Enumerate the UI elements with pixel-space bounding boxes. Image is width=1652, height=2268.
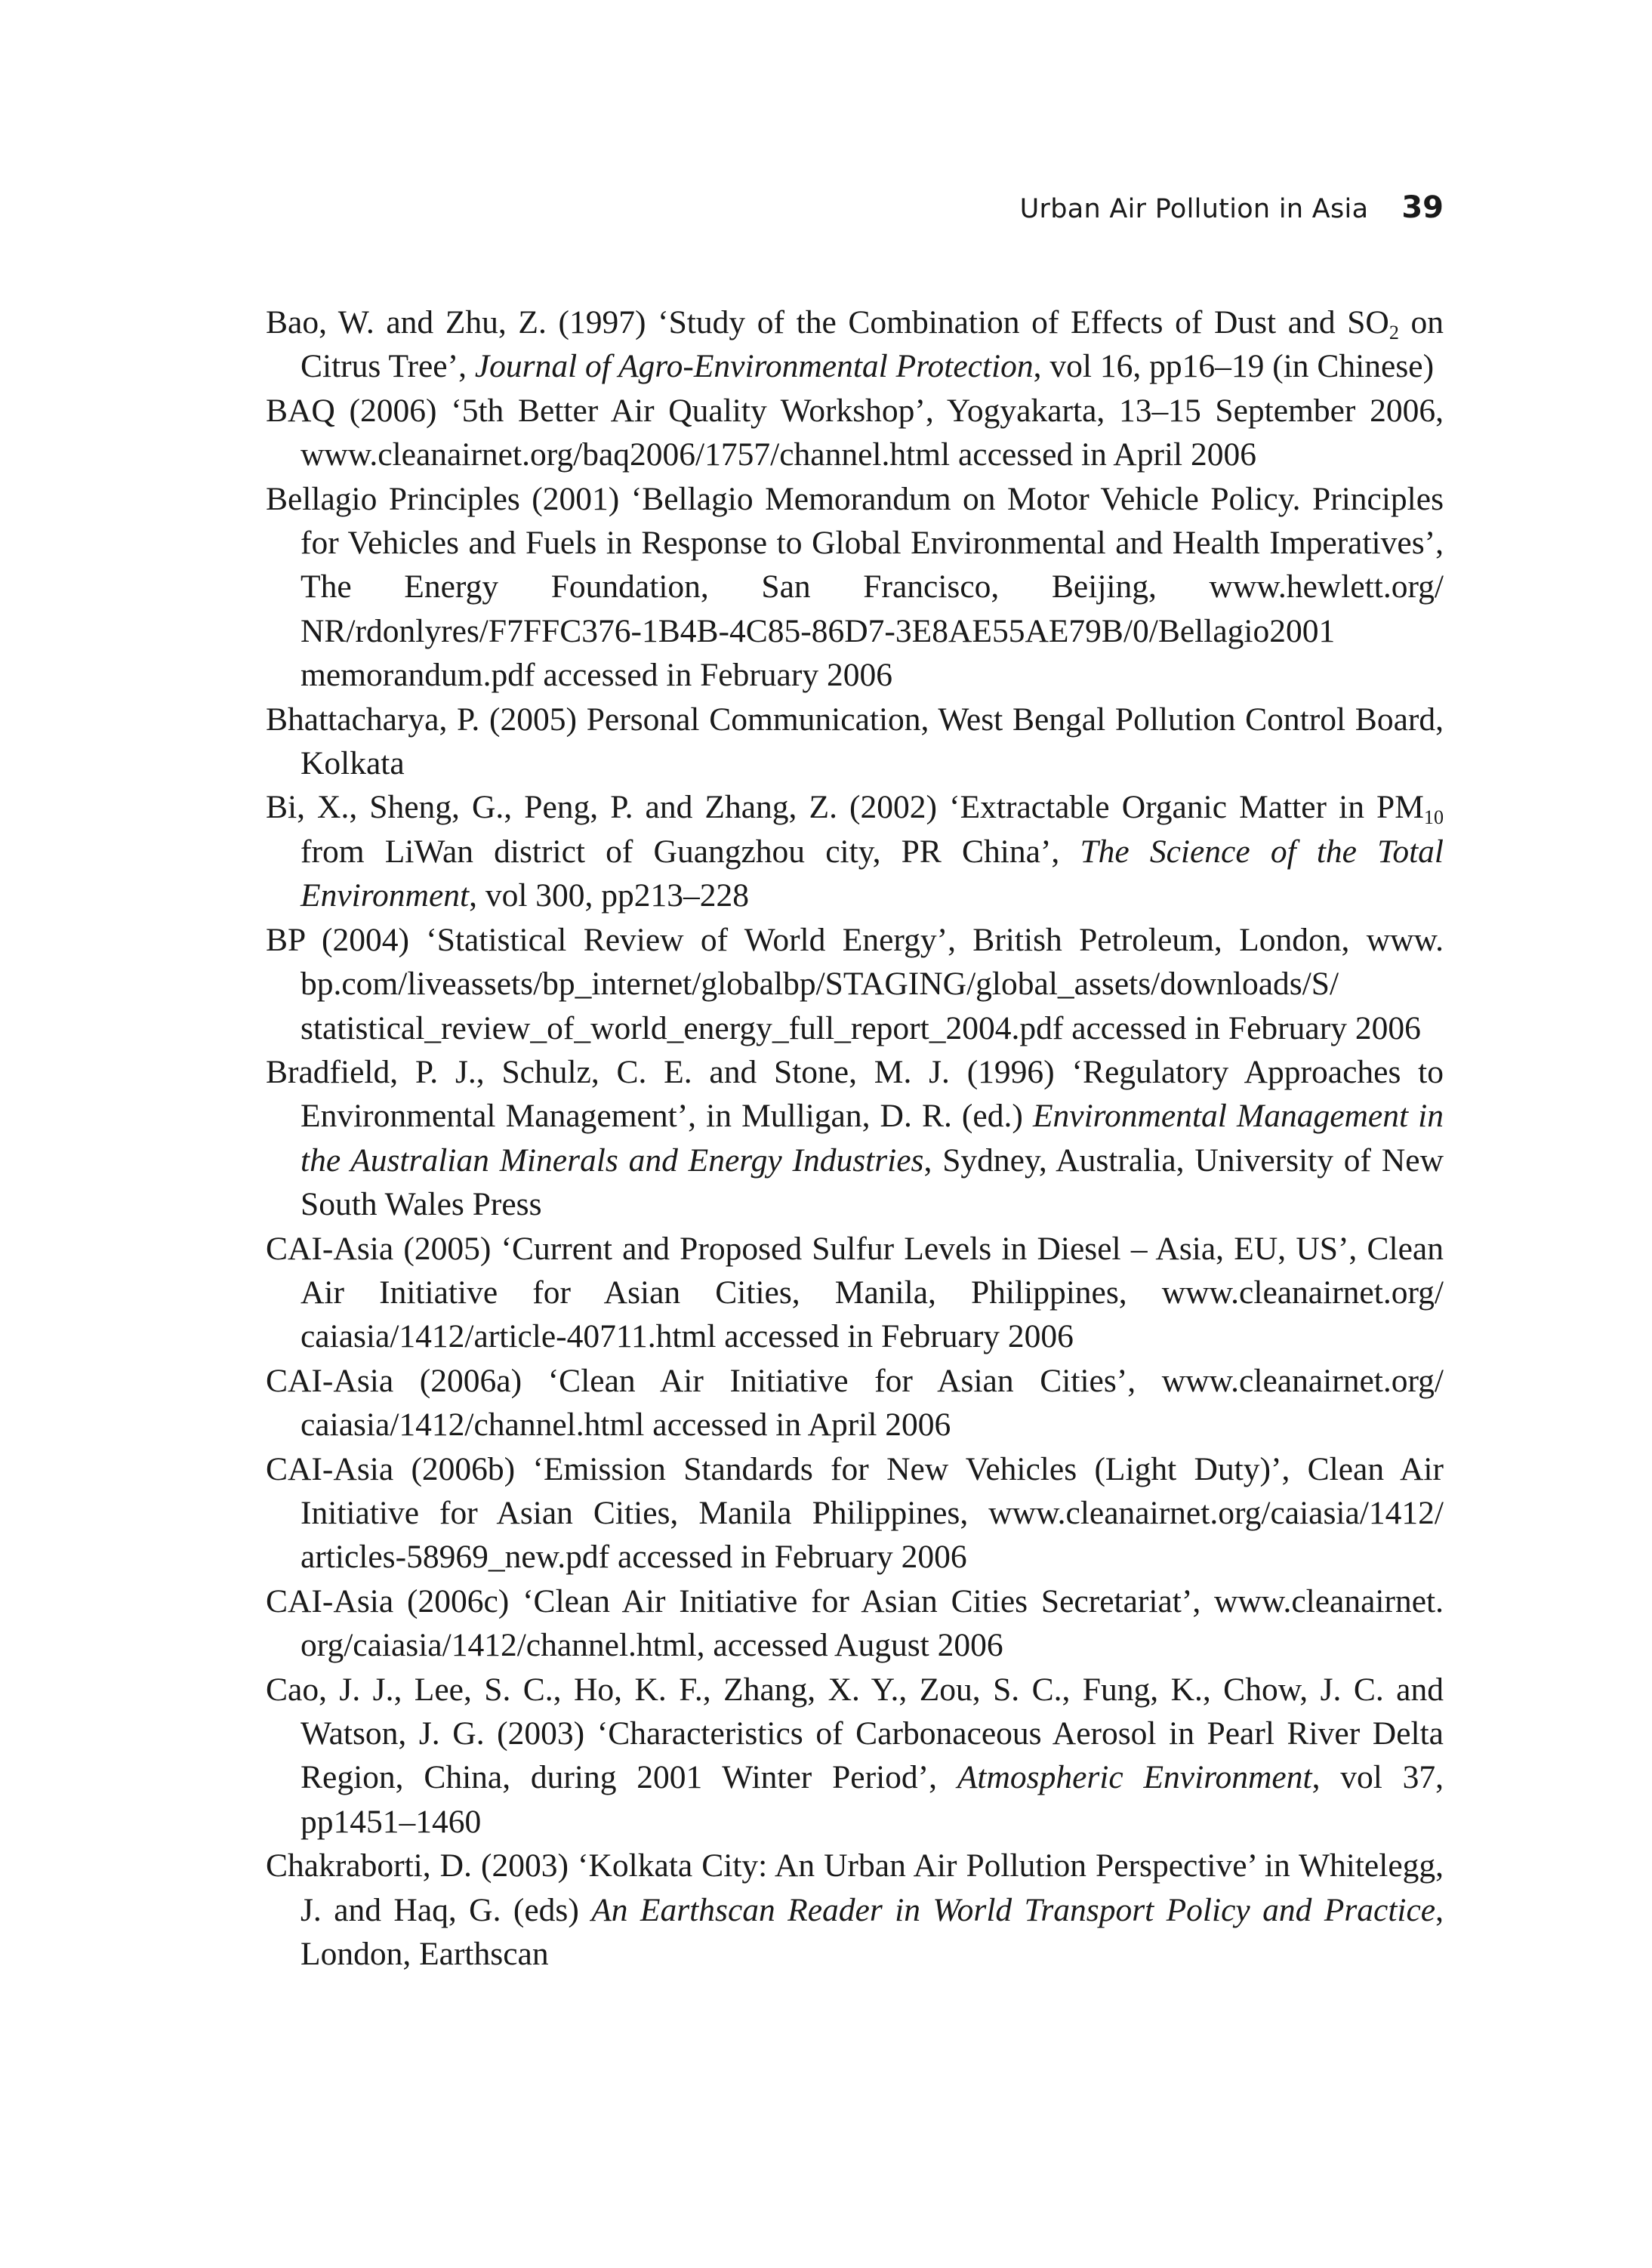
reference-text: Chakraborti, D. (2003) ‘Kolkata City: An Urban Air Pollution Perspective’ in Whitelegg, J. and Haq, G. (eds) (266, 1847, 1444, 1928)
reference-text: BP (2004) ‘Statistical Review of World Energy’, British Petroleum, London, www. bp.com/liveassets/bp_internet/globalbp/STAGING/global_assets/downloads/S/ statistical_review_of_world_energy_full_report_2004.pdf accessed in February 2006 (266, 921, 1444, 1046)
reference-entry (266, 1447, 1444, 1579)
running-head (1020, 190, 1444, 228)
reference-text: Bi, X., Sheng, G., Peng, P. and Zhang, Z. (2002) ‘Extractable Organic Matter in PM (266, 789, 1424, 826)
reference-entry (266, 1844, 1444, 1976)
subscript: 10 (1423, 806, 1444, 829)
reference-text: , vol 300, pp213–228 (469, 877, 750, 914)
reference-text: , vol 16, pp16–19 (in Chinese) (1033, 348, 1435, 385)
reference-text: BAQ (2006) ‘5th Better Air Quality Workshop’, Yogyakarta, 13–15 September 2006, www.cleanairnet.org/baq2006/1757/channel.html accessed in April 2006 (266, 392, 1444, 473)
reference-title-italic: Atmospheric Environment (957, 1759, 1312, 1796)
reference-text: Bradfield, P. J., Schulz, C. E. and Stone, M. J. (1996) ‘Regulatory Approaches to Environmental Management’, in Mulligan, D. R. (ed.) (266, 1053, 1444, 1135)
reference-entry (266, 1359, 1444, 1447)
reference-text: from LiWan district of Guangzhou city, PR China’, (301, 833, 1080, 870)
reference-text: , London, Earthscan (301, 1891, 1444, 1973)
reference-entry (266, 698, 1444, 786)
reference-text: CAI-Asia (2005) ‘Current and Proposed Sulfur Levels in Diesel – Asia, EU, US’, Clean Air Initiative for Asian Cities, Manila, Philippines, www.cleanairnet.org/ caiasia/1412/article-40711.html accessed in February 2006 (266, 1230, 1444, 1355)
reference-text: , Sydney, Australia, University of New South Wales Press (301, 1142, 1444, 1223)
reference-entry (266, 918, 1444, 1050)
reference-text: Bhattacharya, P. (2005) Personal Communication, West Bengal Pollution Control Board, Kolkata (266, 701, 1444, 782)
reference-title-italic: Environmental Management in the Australian Minerals and Energy Industries (301, 1098, 1444, 1179)
reference-text: , vol 37, pp1451–1460 (301, 1759, 1444, 1840)
subscript: 2 (1388, 321, 1399, 344)
reference-entry (266, 1668, 1444, 1844)
reference-text: Bellagio Principles (2001) ‘Bellagio Memorandum on Motor Vehicle Policy. Principles for Vehicles and Fuels in Response to Global Environmental and Health Imperatives’, The Energy Foundation, San Francisco, Beijing, www.hewlett.org/ NR/rdonlyres/F7FFC376-1B4B-4C85-86D7-3E8AE55AE79B/0/Bellagio2001 memorandum.pdf accessed in February 2006 (266, 480, 1444, 694)
reference-entry (266, 785, 1444, 917)
page-number: 39 (1401, 190, 1444, 225)
reference-text: CAI-Asia (2006a) ‘Clean Air Initiative for Asian Cities’, www.cleanairnet.org/ caiasia/1412/channel.html accessed in April 2006 (266, 1362, 1444, 1444)
reference-entry (266, 1050, 1444, 1227)
reference-text: Bao, W. and Zhu, Z. (1997) ‘Study of the Combination of Effects of Dust and SO (266, 304, 1389, 341)
reference-entry (266, 1227, 1444, 1359)
running-title: Urban Air Pollution in Asia (1019, 194, 1369, 224)
reference-entry (266, 477, 1444, 698)
reference-text: CAI-Asia (2006b) ‘Emission Standards for New Vehicles (Light Duty)’, Clean Air Initiative for Asian Cities, Manila Philippines, www.cleanairnet.org/caiasia/1412/ articles-58969_new.pdf accessed in February 2006 (266, 1450, 1444, 1576)
reference-text: on Citrus Tree’, (301, 304, 1444, 385)
reference-title-italic: Journal of Agro-Environmental Protection (474, 348, 1034, 385)
reference-entry (266, 300, 1444, 389)
reference-title-italic: An Earthscan Reader in World Transport Policy and Practice (591, 1891, 1436, 1928)
reference-entry (266, 389, 1444, 477)
reference-text: CAI-Asia (2006c) ‘Clean Air Initiative for Asian Cities Secretariat’, www.cleanairnet. org/caiasia/1412/channel.html, accessed August 2006 (266, 1582, 1444, 1664)
reference-entry (266, 1579, 1444, 1668)
reference-list (266, 300, 1444, 1976)
reference-text: Cao, J. J., Lee, S. C., Ho, K. F., Zhang, X. Y., Zou, S. C., Fung, K., Chow, J. C. and Watson, J. G. (2003) ‘Characteristics of Carbonaceous Aerosol in Pearl River Delta Region, China, during 2001 Winter Period’, (266, 1671, 1444, 1796)
reference-title-italic: The Science of the Total Environment (301, 833, 1444, 914)
